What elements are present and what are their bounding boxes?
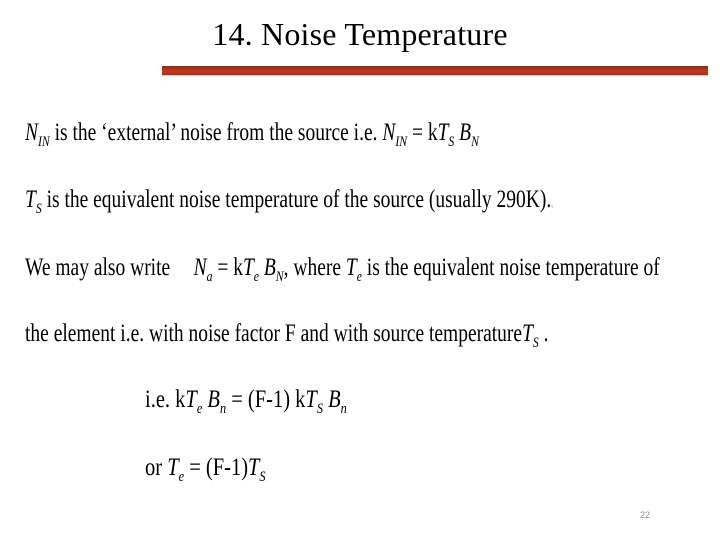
subscript-n: N bbox=[471, 134, 479, 150]
equation-part: = k bbox=[407, 119, 438, 146]
title-underline-bar bbox=[162, 66, 708, 75]
symbol-t: T bbox=[242, 254, 254, 281]
symbol-b: B bbox=[322, 386, 341, 413]
line-text: the element i.e. with noise factor F and with source temperature bbox=[25, 320, 523, 347]
symbol-t: T bbox=[248, 454, 260, 481]
line-text: We may also write bbox=[25, 254, 171, 281]
subscript-e: e bbox=[253, 269, 259, 285]
symbol-b: B bbox=[454, 119, 472, 146]
equation-part: = (F-1) bbox=[184, 454, 249, 481]
subscript-e: e bbox=[356, 269, 362, 285]
text-line-ts-definition bbox=[25, 184, 554, 221]
symbol-n: N bbox=[193, 254, 207, 281]
stray-mark: ᵥ bbox=[551, 199, 554, 210]
line-text: is the equivalent noise temperature of the source (usually 290K). bbox=[41, 186, 552, 213]
line-text: , where bbox=[283, 254, 346, 281]
page-number: 22 bbox=[640, 510, 651, 520]
equation-part: i.e. k bbox=[145, 386, 186, 413]
subscript-s: S bbox=[35, 201, 42, 217]
text-line-also-write bbox=[25, 252, 660, 284]
text-line-nin-definition bbox=[25, 117, 479, 149]
symbol-n: N bbox=[25, 119, 39, 146]
symbol-t: T bbox=[437, 119, 449, 146]
subscript-s: S bbox=[259, 469, 266, 485]
subscript-in: IN bbox=[395, 134, 408, 150]
slide-title: 14. Noise Temperature bbox=[212, 16, 508, 52]
equation-1 bbox=[145, 384, 347, 416]
line-end: . bbox=[538, 320, 549, 347]
equation-part: = k bbox=[212, 254, 243, 281]
line-text: is the ‘external’ noise from the source i.e. bbox=[49, 119, 383, 146]
symbol-t: T bbox=[345, 254, 357, 281]
subscript-n: n bbox=[340, 401, 347, 417]
symbol-t: T bbox=[25, 186, 36, 213]
line-text: is the equivalent noise temperature of bbox=[361, 254, 660, 281]
symbol-b: B bbox=[202, 386, 220, 413]
equation-part: = (F-1) k bbox=[226, 386, 306, 413]
symbol-n: N bbox=[382, 119, 396, 146]
subscript-a: a bbox=[206, 269, 213, 285]
subscript-in: IN bbox=[38, 134, 50, 150]
symbol-t: T bbox=[185, 386, 197, 413]
text-line-element bbox=[25, 318, 549, 350]
equation-2 bbox=[145, 452, 266, 484]
subscript-s: S bbox=[316, 401, 323, 417]
subscript-s: S bbox=[448, 134, 455, 150]
subscript-n: N bbox=[275, 269, 284, 285]
symbol-t: T bbox=[305, 386, 317, 413]
symbol-t: T bbox=[167, 454, 179, 481]
symbol-t: T bbox=[522, 320, 533, 347]
subscript-n: n bbox=[219, 401, 227, 417]
subscript-e: e bbox=[196, 401, 203, 417]
subscript-s: S bbox=[532, 335, 539, 351]
subscript-e: e bbox=[178, 469, 185, 485]
equation-part: or bbox=[145, 454, 168, 481]
symbol-b: B bbox=[259, 254, 276, 281]
